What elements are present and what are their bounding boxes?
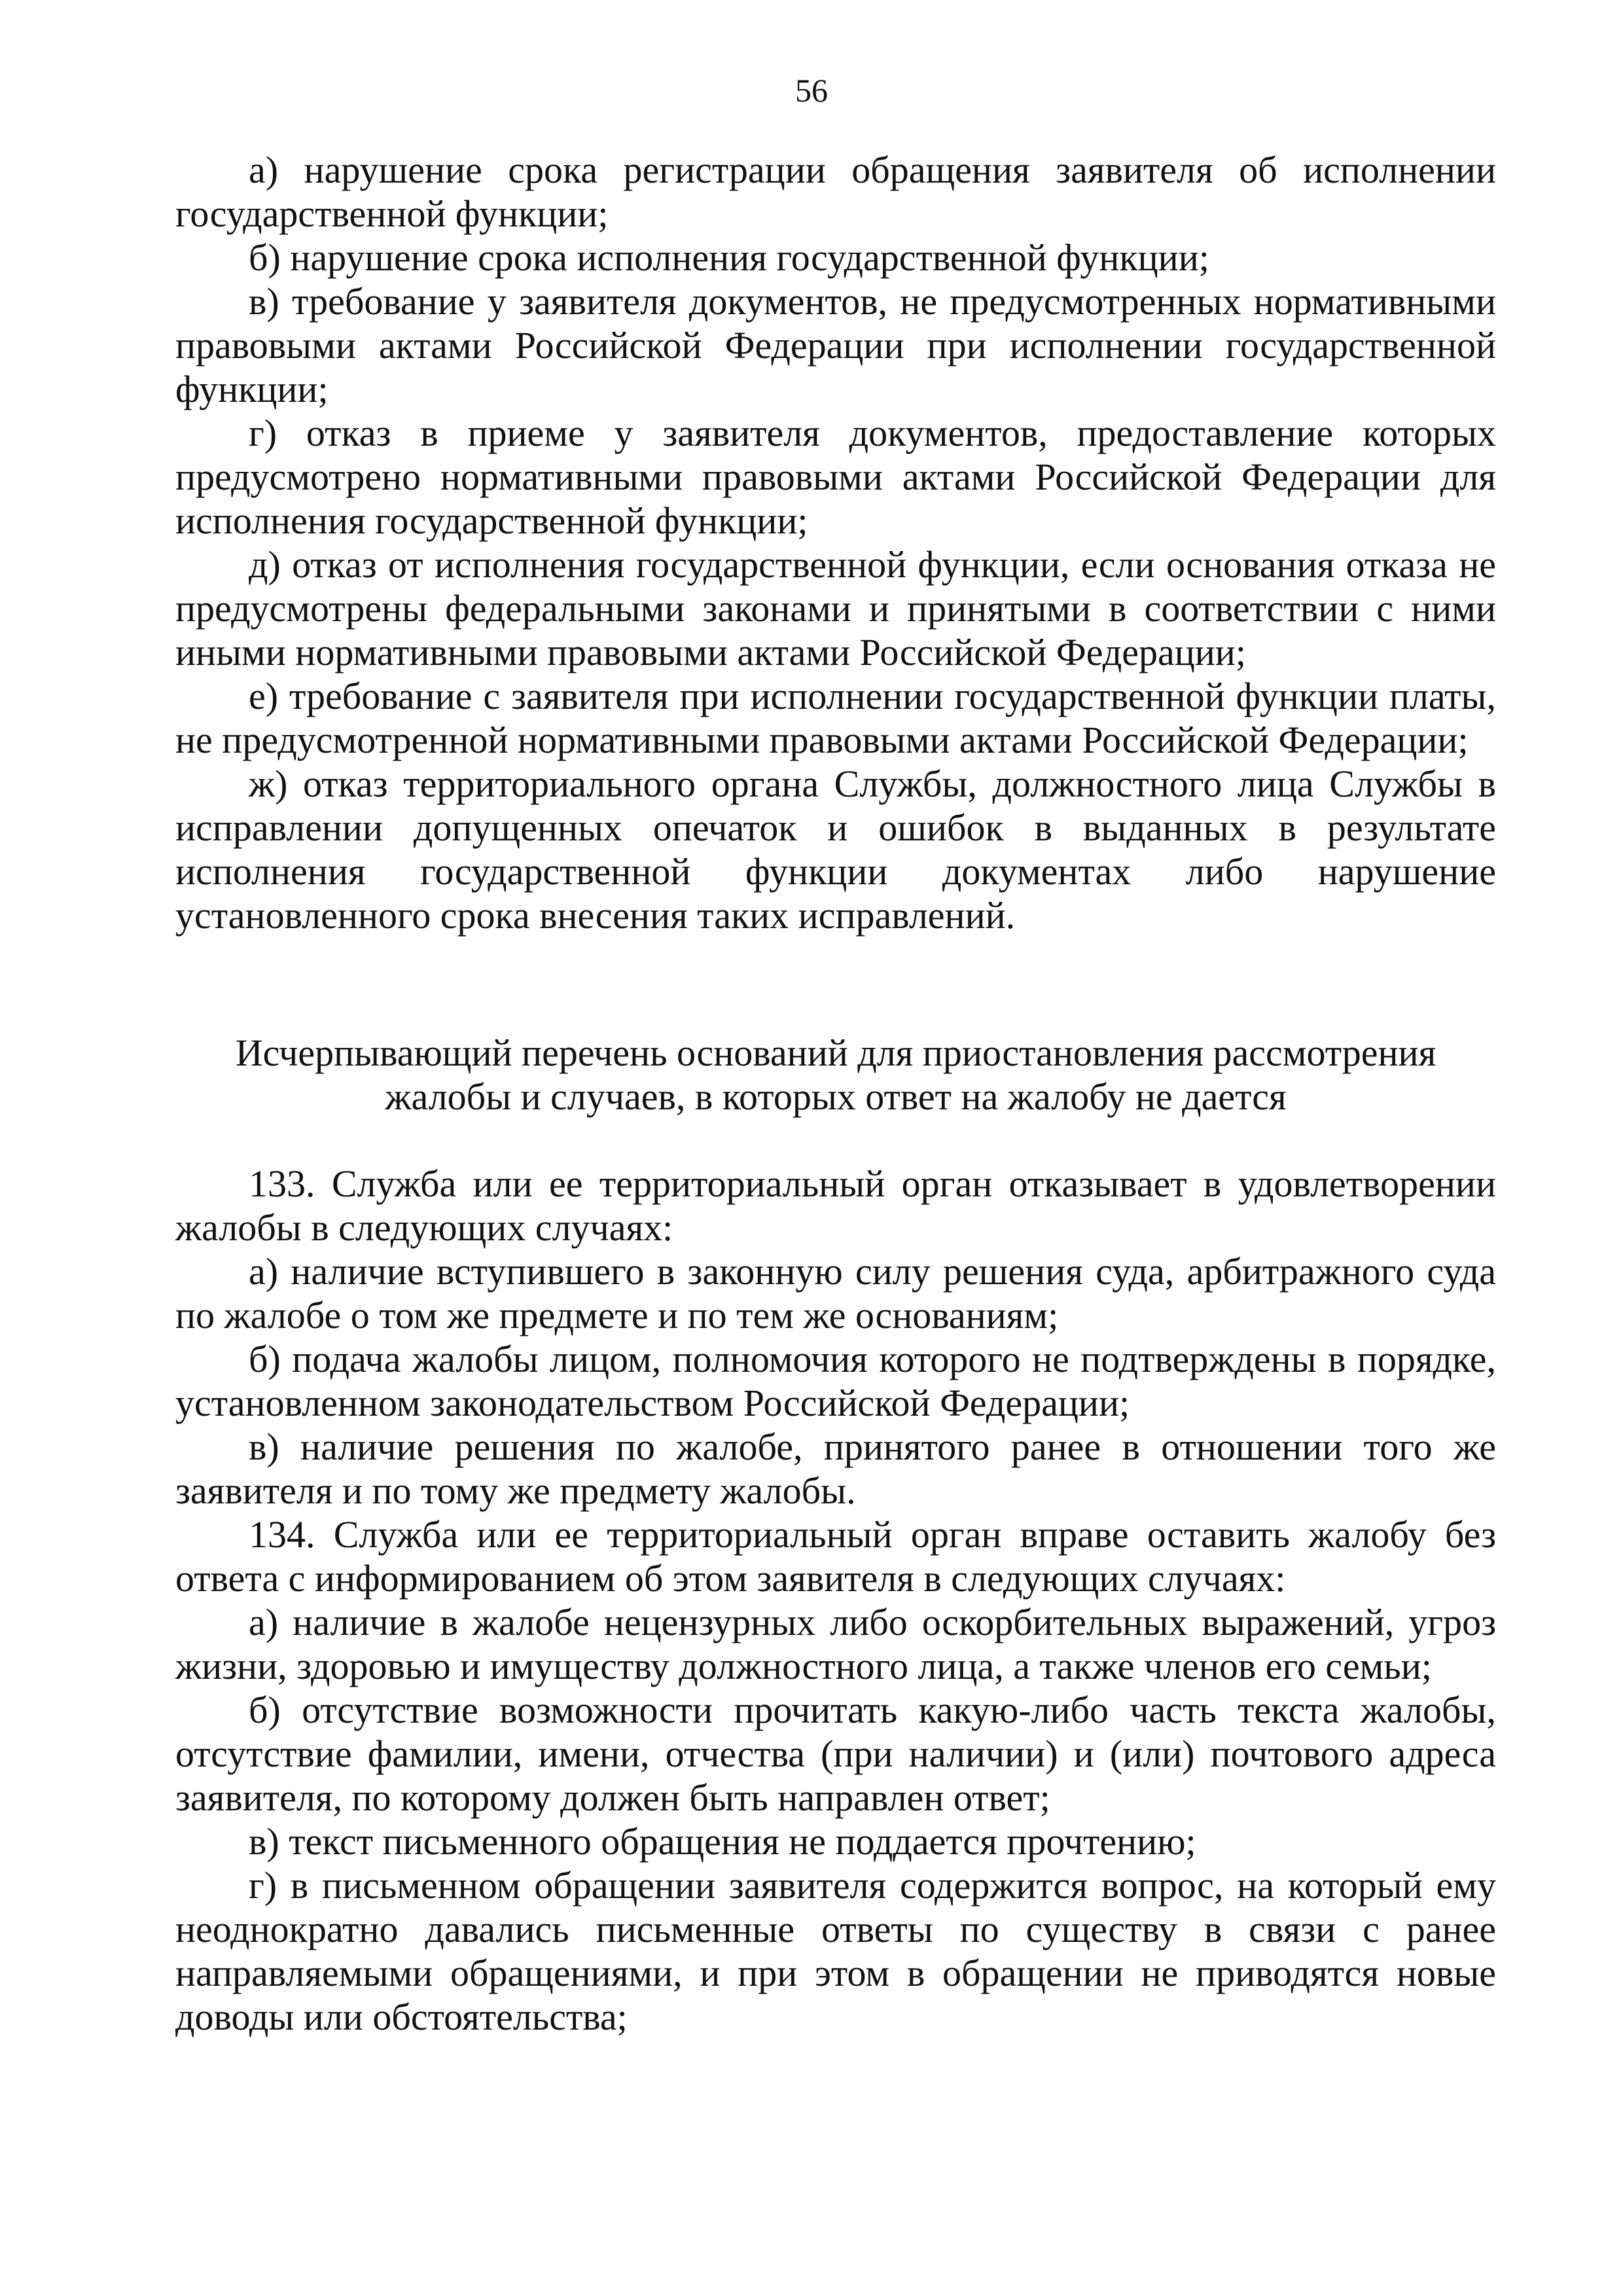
heading-line-2: жалобы и случаев, в которых ответ на жалобу не дается [385, 1075, 1287, 1118]
list-item: а) наличие в жалобе нецензурных либо оскорбительных выражений, угроз жизни, здоровью и имуществу должностного лица, а также членов его семьи; [175, 1601, 1496, 1687]
page-number: 56 [795, 72, 828, 109]
grounds-list [175, 1162, 1496, 2039]
violations-list [175, 148, 1496, 937]
list-item: в) наличие решения по жалобе, принятого ранее в отношении того же заявителя и по тому же предмету жалобы. [175, 1426, 1496, 1512]
list-item: б) отсутствие возможности прочитать какую-либо часть текста жалобы, отсутствие фамилии, имени, отчества (при наличии) и (или) почтового адреса заявителя, по которому должен быть направлен ответ; [175, 1689, 1496, 1819]
paragraph-134: 134. Служба или ее территориальный орган вправе оставить жалобу без ответа с информированием об этом заявителя в следующих случаях: [175, 1513, 1496, 1600]
list-item: г) в письменном обращении заявителя содержится вопрос, на который ему неоднократно давались письменные ответы по существу в связи с ранее направляемыми обращениями, и при этом в обращении не приводятся новые доводы или обстоятельства; [175, 1864, 1496, 2038]
list-item: б) нарушение срока исполнения государственной функции; [249, 236, 1209, 279]
list-item: в) текст письменного обращения не поддается прочтению; [249, 1820, 1196, 1863]
list-item: в) требование у заявителя документов, не предусмотренных нормативными правовыми актами Российской Федерации при исполнении государственной функции; [175, 280, 1496, 410]
heading-line-1: Исчерпывающий перечень оснований для приостановления рассмотрения [235, 1031, 1436, 1074]
list-item: г) отказ в приеме у заявителя документов, предоставление которых предусмотрено нормативными правовыми актами Российской Федерации для исполнения государственной функции; [175, 412, 1496, 542]
section-heading [175, 1031, 1496, 1119]
list-item: е) требование с заявителя при исполнении государственной функции платы, не предусмотренной нормативными правовыми актами Российской Федерации; [175, 675, 1496, 761]
list-item: а) нарушение срока регистрации обращения заявителя об исполнении государственной функции; [175, 149, 1496, 235]
paragraph-133: 133. Служба или ее территориальный орган отказывает в удовлетворении жалобы в следующих случаях: [175, 1162, 1496, 1249]
list-item: б) подача жалобы лицом, полномочия которого не подтверждены в порядке, установленном законодательством Российской Федерации; [175, 1338, 1496, 1424]
list-item: а) наличие вступившего в законную силу решения суда, арбитражного суда по жалобе о том же предмете и по тем же основаниям; [175, 1250, 1496, 1336]
list-item: д) отказ от исполнения государственной функции, если основания отказа не предусмотрены федеральными законами и принятыми в соответствии с ними иными нормативными правовыми актами Российской Федерации; [175, 543, 1496, 673]
list-item: ж) отказ территориального органа Службы, должностного лица Службы в исправлении допущенных опечаток и ошибок в выданных в результате исполнения государственной функции документах либо нарушение установленного срока внесения таких исправлений. [175, 762, 1496, 937]
